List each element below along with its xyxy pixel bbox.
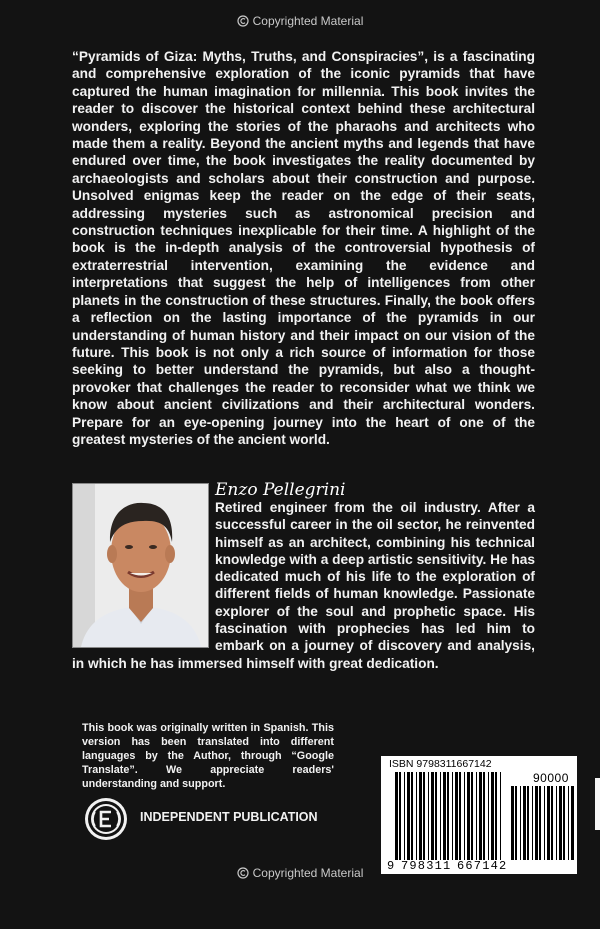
barcode-bar — [411, 772, 413, 860]
isbn-barcode — [381, 756, 577, 874]
barcode-bar — [467, 772, 470, 860]
copyright-watermark-text: Copyrighted Material — [252, 14, 364, 28]
copyright-icon — [237, 15, 249, 27]
barcode-bar — [428, 772, 429, 860]
barcode-bar — [476, 772, 477, 860]
barcode-bar — [440, 772, 441, 860]
barcode-bar — [399, 772, 401, 860]
barcode-bar — [404, 772, 405, 860]
barcode-bar — [423, 772, 425, 860]
isbn-label: ISBN 9798311667142 — [389, 758, 492, 770]
copyright-watermark-bottom — [0, 866, 600, 880]
cover-edge-strip — [595, 778, 600, 830]
barcode-bar — [455, 772, 458, 860]
barcode-bar — [491, 772, 494, 860]
barcode-bar — [535, 786, 538, 860]
barcode-left-digits: 798311 — [401, 859, 452, 873]
barcode-bar — [539, 786, 541, 860]
barcode-bar — [464, 772, 465, 860]
barcode-bar — [547, 786, 550, 860]
barcode-bar — [495, 772, 497, 860]
barcode-bar — [431, 772, 434, 860]
barcode-bar — [520, 786, 521, 860]
barcode-bar — [556, 786, 557, 860]
price-code: 90000 — [533, 771, 569, 785]
copyright-watermark-text: Copyrighted Material — [252, 866, 364, 880]
publisher-seal-icon — [84, 797, 128, 841]
barcode-bar — [459, 772, 461, 860]
barcode-bar — [571, 786, 574, 860]
publisher-logo — [84, 797, 128, 841]
barcode-bar — [559, 786, 562, 860]
barcode-bar — [419, 772, 422, 860]
barcode-bar — [447, 772, 449, 860]
barcode-bar — [395, 772, 398, 860]
barcode-bar — [479, 772, 482, 860]
barcode-right-digits: 667142 — [457, 859, 508, 873]
barcode-bar — [527, 786, 529, 860]
barcode-bar — [523, 786, 526, 860]
barcode-bar — [500, 772, 501, 860]
barcode-first-digit: 9 — [387, 859, 395, 873]
book-description: “Pyramids of Giza: Myths, Truths, and Conspiracies”, is a fascinating and comprehensive exploration of the iconic pyramids that have captured the human imagination for millennia. This book invites the reader to discover the historical context behind these architectural wonders, exploring the stories of the pharaohs and architects who made them a reality. Beyond the ancient myths and legends that have endured over time, the book investigates the reality documented by archaeologists and scholars about their construction and purpose. Unsolved enigmas keep the reader on the edge of their seats, addressing mysteries such as astronomical precision and construction techniques inexplicable for their time. A highlight of the book is the in-depth analysis of the controversial hypothesis of extraterrestrial intervention, examining the evidence and interpretations that suggest the help of intelligences from other planets in the construction of these structures. Finally, the book offers a reflection on the lasting importance of the pyramids in our understanding of human history and their impact on our vision of the future. This book is not only a rich source of information for those seeking to better understand the pyramids, but also a thought-provoker that challenges the reader to reconsider what we think we know about ancient civilizations and their architectural wonders. Prepare for an eye-opening journey into the heart of one of the greatest mysteries of the ancient world. — [72, 49, 535, 447]
translation-note: This book was originally written in Spanish. This version has been translated into different languages by the Author, through “Google Translate”. We appreciate readers' understanding and support. — [82, 722, 334, 790]
barcode-bar — [515, 786, 517, 860]
barcode-bar — [563, 786, 565, 860]
barcode-bar — [483, 772, 485, 860]
barcode-bar — [488, 772, 489, 860]
barcode-bar — [416, 772, 417, 860]
author-bio-text: Retired engineer from the oil industry. After a successful career in the oil sector, he reinvented himself as an architect, combining his technical knowledge with a deep artistic sensitivity. He has dedicated much of his life to the exploration of different fields of human knowledge. Passionate explorer of the soul and prophetic space. His fascination with prophecies has led him to embark on a journey of discovery and analysis, in which he has immersed himself with great dedication. — [72, 500, 535, 671]
barcode-bar — [532, 786, 533, 860]
barcode-bar — [511, 786, 514, 860]
publisher-name: INDEPENDENT PUBLICATION — [140, 810, 318, 824]
copyright-watermark-top — [0, 14, 600, 28]
barcode-bar — [443, 772, 446, 860]
copyright-icon — [237, 867, 249, 879]
barcode-bar — [568, 786, 569, 860]
barcode-bar — [551, 786, 553, 860]
barcode-bar — [452, 772, 453, 860]
bio-photo-spacer — [72, 499, 215, 644]
author-name: Enzo Pellegrini — [215, 480, 346, 500]
barcode-bar — [471, 772, 473, 860]
barcode-bar — [544, 786, 545, 860]
author-bio — [72, 499, 535, 672]
barcode-bar — [435, 772, 437, 860]
barcode-bar — [407, 772, 410, 860]
